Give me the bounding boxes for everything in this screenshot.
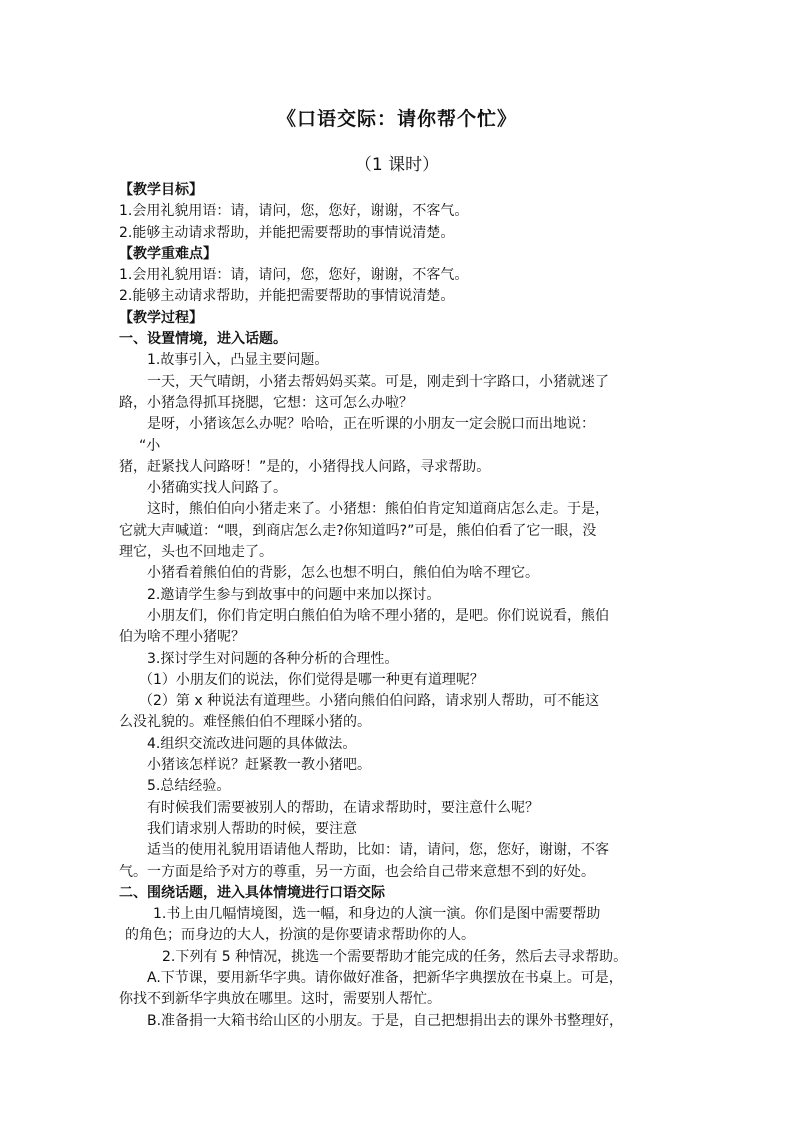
text-line: 的角色；而身边的大人，扮演的是你要请求帮助你的人。 <box>125 927 475 944</box>
text-line: 1.书上由几幅情境图，选一幅，和身边的人演一演。你们是图中需要帮助 <box>153 906 601 923</box>
document-subtitle: （1 课时） <box>354 155 440 175</box>
text-line: 适当的使用礼貌用语请他人帮助，比如：请，请问，您，您好，谢谢，不客 <box>147 842 609 859</box>
document-title: 《口语交际：请你帮个忙》 <box>276 108 517 130</box>
text-line: 2.能够主动请求帮助，并能把需要帮助的事情说清楚。 <box>119 288 455 305</box>
text-line: （1）小朋友们的说法，你们觉得是哪一种更有道理呢？ <box>139 671 484 688</box>
section-heading: 【教学目标】 <box>119 182 203 198</box>
text-line: 小猪看着熊伯伯的背影，怎么也想不明白，熊伯伯为啥不理它。 <box>147 565 539 582</box>
text-line: 1.会用礼貌用语：请，请问，您，您好，谢谢，不客气。 <box>119 267 469 284</box>
text-line: 气。一方面是给予对方的尊重，另一方面，也会给自己带来意想不到的好处。 <box>119 863 595 880</box>
text-line: 1.故事引入，凸显主要问题。 <box>147 352 329 369</box>
text-line: 有时候我们需要被别人的帮助，在请求帮助时，要注意什么呢？ <box>147 799 539 816</box>
text-line: 1.会用礼貌用语：请，请问，您，您好，谢谢，不客气。 <box>119 203 469 220</box>
text-line: 是呀，小猪该怎么办呢？哈哈，正在听课的小朋友一定会脱口而出地说： <box>147 416 595 433</box>
text-line: 一天，天气晴朗，小猪去帮妈妈买菜。可是，刚走到十字路口，小猪就迷了 <box>147 373 609 390</box>
text-line: 小猪确实找人问路了。 <box>147 480 287 497</box>
part-heading: 二、围绕话题，进入具体情境进行口语交际 <box>119 884 385 901</box>
text-line: A.下节课，要用新华字典。请你做好准备，把新华字典摆放在书桌上。可是， <box>147 969 623 986</box>
text-line: 2.下列有 5 种情况，挑选一个需要帮助才能完成的任务，然后去寻求帮助。 <box>162 948 628 965</box>
text-line: 5.总结经验。 <box>147 778 231 795</box>
text-line: 么没礼貌的。难怪熊伯伯不理睬小猪的。 <box>119 714 371 731</box>
text-line: （2）第 x 种说法有道理些。小猪向熊伯伯问路，请求别人帮助，可不能这 <box>139 693 600 710</box>
text-line: 猪，赶紧找人问路呀！”是的，小猪得找人问路，寻求帮助。 <box>119 458 491 475</box>
text-line: 路，小猪急得抓耳挠腮，它想：这可怎么办啦？ <box>119 394 413 411</box>
text-line: 3.探讨学生对问题的各种分析的合理性。 <box>147 650 399 667</box>
text-line: 4.组织交流改进问题的具体做法。 <box>147 735 357 752</box>
text-line: 理它，头也不回地走了。 <box>119 544 273 561</box>
text-line: 它就大声喊道：“喂，到商店怎么走?你知道吗?”可是，熊伯伯看了它一眼，没 <box>119 522 597 539</box>
document-body <box>119 180 679 1032</box>
section-heading: 【教学过程】 <box>119 309 203 326</box>
text-line: 小猪该怎样说？赶紧教一教小猪吧。 <box>147 757 371 774</box>
text-line: B.准备捐一大箱书给山区的小朋友。于是，自己把想捐出去的课外书整理好， <box>147 1012 624 1029</box>
section-heading: 【教学重难点】 <box>119 245 217 262</box>
part-heading: 一、设置情境，进入话题。 <box>119 331 287 348</box>
text-line: 伯为啥不理小猪呢？ <box>119 629 245 646</box>
text-line: 2.能够主动请求帮助，并能把需要帮助的事情说清楚。 <box>119 224 455 241</box>
text-line: “小 <box>139 437 161 454</box>
text-line: 小朋友们，你们肯定明白熊伯伯为啥不理小猪的，是吧。你们说说看，熊伯 <box>147 607 609 624</box>
text-line: 2.邀请学生参与到故事中的问题中来加以探讨。 <box>147 586 441 603</box>
text-line: 你找不到新华字典放在哪里。这时，需要别人帮忙。 <box>119 991 441 1008</box>
text-line: 我们请求别人帮助的时候，要注意 <box>147 820 357 837</box>
text-line: 这时，熊伯伯向小猪走来了。小猪想：熊伯伯肯定知道商店怎么走。于是， <box>147 501 609 518</box>
